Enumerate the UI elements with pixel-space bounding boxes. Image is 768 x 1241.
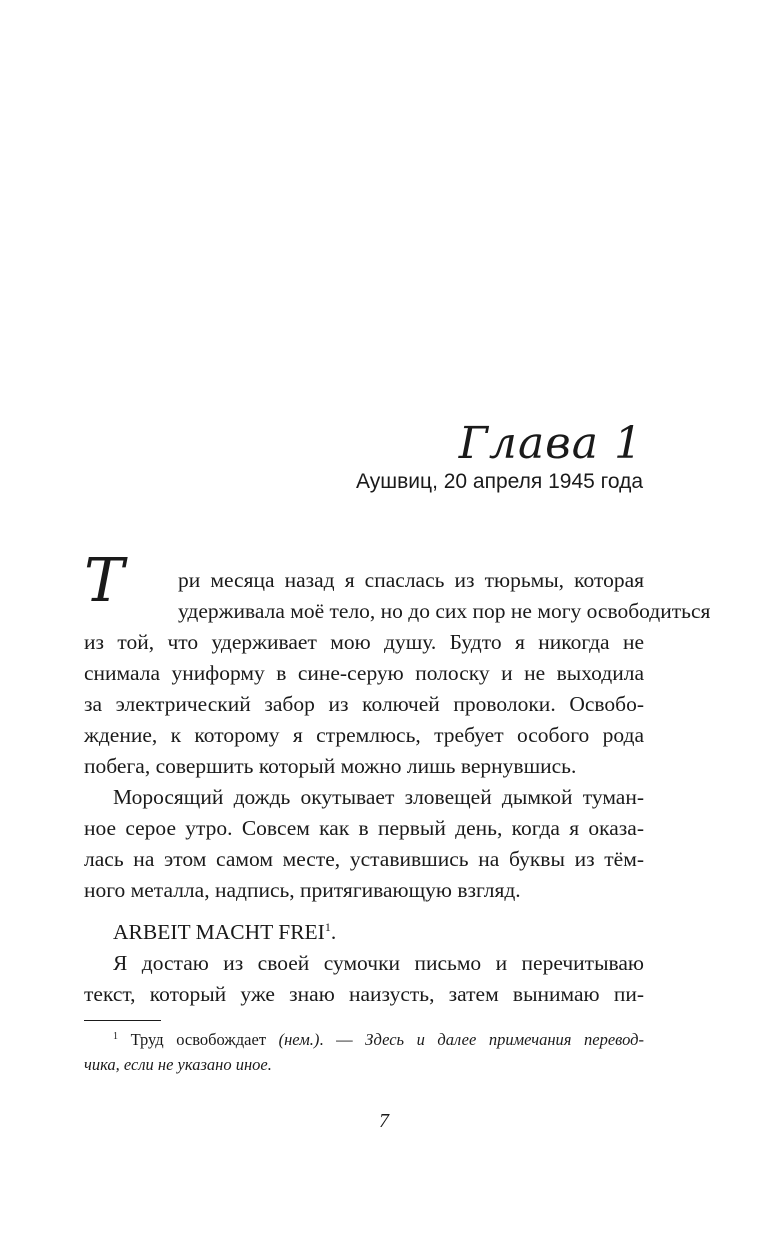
paragraph-1 [84, 546, 711, 782]
text-line: ждение, к которому я стремлюсь, требует особого рода [84, 723, 644, 747]
paragraph-4 [84, 948, 644, 1010]
footnote-translation: Труд освобождает [130, 1030, 279, 1049]
text-line: Я достаю из своей сумочки письмо и перечитываю [113, 951, 644, 975]
text-line: ное серое утро. Совсем как в первый день, когда я оказа- [84, 816, 644, 840]
text-line: снимала униформу в сине-серую полоску и не выходила [84, 661, 644, 685]
text-line: за электрический забор из колючей проволоки. Освобо- [84, 692, 644, 716]
footnote-reference[interactable]: 1 [324, 920, 331, 934]
text-line: ри месяца назад я спаслась из тюрьмы, которая [178, 568, 644, 592]
paragraph-3 [84, 917, 644, 948]
footnote-line [84, 1052, 644, 1077]
text-line: побега, совершить который можно лишь вернувшись. [84, 754, 577, 778]
text-line [84, 917, 644, 948]
text-line: Моросящий дождь окутывает зловещей дымкой туман- [113, 785, 644, 809]
page-number: 7 [379, 1110, 389, 1132]
text-line: из той, что удерживает мою душу. Будто я никогда не [84, 630, 644, 654]
footnote-dash: . — [319, 1030, 366, 1049]
text-line: текст, который уже знаю наизусть, затем вынимаю пи- [84, 982, 644, 1006]
motto-text: ARBEIT MACHT FREI [113, 920, 325, 944]
text-line: лась на этом самом месте, уставившись на буквы из тём- [84, 847, 644, 871]
chapter-subtitle: Аушвиц, 20 апреля 1945 года [356, 470, 643, 493]
footnote-divider [84, 1020, 161, 1021]
text-line: ного металла, надпись, притягивающую взгляд. [84, 878, 521, 902]
footnote-line [84, 1027, 644, 1052]
footnote-note-part2: чика, если не указано иное. [84, 1055, 272, 1074]
footnote-mark: 1 [113, 1031, 118, 1042]
motto-period: . [330, 920, 337, 944]
chapter-title: Глава 1 [458, 418, 643, 469]
drop-cap: Т [84, 546, 125, 616]
paragraph-2 [84, 782, 644, 906]
footnote-language: (нем.) [278, 1030, 320, 1049]
footnote-note-part1: Здесь и далее примечания перевод- [365, 1030, 645, 1049]
text-line: удерживала моё тело, но до сих пор не могу освободиться [178, 599, 711, 623]
footnote [84, 1027, 644, 1077]
